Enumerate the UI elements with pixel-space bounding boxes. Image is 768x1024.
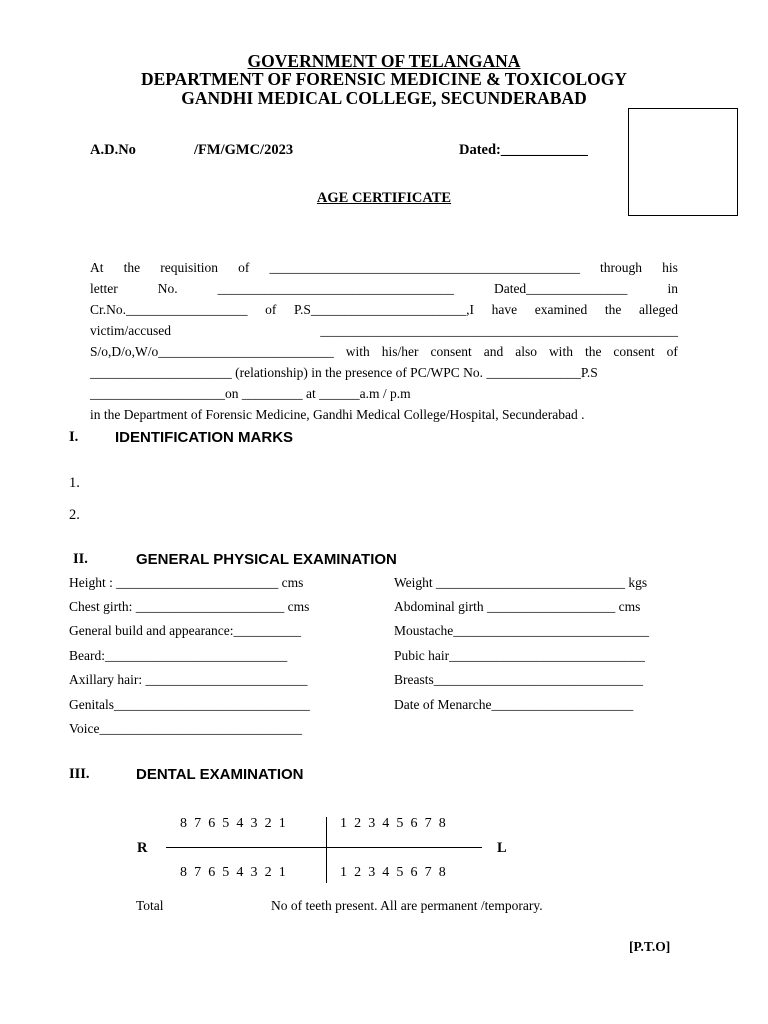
header-college: GANDHI MEDICAL COLLEGE, SECUNDERABAD — [181, 88, 587, 108]
identification-mark-2: 2. — [69, 507, 80, 523]
section-i-heading: IDENTIFICATION MARKS — [115, 429, 294, 446]
dental-right-label: R — [137, 840, 148, 856]
lower-left-teeth: 1 2 3 4 5 6 7 8 — [340, 865, 448, 880]
section-ii-number: II. — [73, 551, 88, 567]
dental-vertical-divider — [326, 817, 327, 883]
general-build-field: General build and appearance:__________ — [69, 623, 302, 638]
chest-girth-field: Chest girth: ______________________ cms — [69, 599, 310, 614]
abdominal-girth-field: Abdominal girth ___________________ cms — [394, 599, 641, 614]
voice-field: Voice______________________________ — [69, 721, 302, 736]
requisition-line-6: _____________________ (relationship) in the presence of PC/WPC No. ______________P.S — [90, 365, 598, 380]
axillary-hair-field: Axillary hair: ________________________ — [69, 672, 308, 687]
height-field: Height : ________________________ cms — [69, 575, 304, 590]
beard-field: Beard:___________________________ — [69, 648, 288, 663]
header-government: GOVERNMENT OF TELANGANA — [247, 51, 521, 71]
requisition-line-5: S/o,D/o,W/o__________________________ with his/her consent and also with the consent of — [90, 344, 678, 359]
ad-no-suffix: /FM/GMC/2023 — [194, 142, 294, 158]
identification-mark-1: 1. — [69, 475, 80, 491]
weight-field: Weight ____________________________ kgs — [394, 575, 648, 590]
pubic-hair-field: Pubic hair_____________________________ — [394, 648, 645, 663]
requisition-line-7: ____________________on _________ at ______a.m / p.m — [90, 386, 411, 401]
requisition-line-1: At the requisition of ______________________________________________ through his — [90, 260, 678, 275]
requisition-line-3: Cr.No.__________________ of P.S_______________________,I have examined the alleged — [90, 302, 678, 317]
section-ii-heading: GENERAL PHYSICAL EXAMINATION — [136, 551, 397, 568]
ad-no-label: A.D.No — [90, 142, 136, 158]
certificate-title: AGE CERTIFICATE — [316, 190, 452, 206]
requisition-line-8: in the Department of Forensic Medicine, Gandhi Medical College/Hospital, Secunderabad . — [90, 407, 585, 422]
upper-left-teeth: 1 2 3 4 5 6 7 8 — [340, 816, 448, 831]
requisition-line-4: victim/accused _____________________________________________________ — [90, 323, 678, 338]
dated-label: Dated:____________ — [459, 142, 588, 158]
menarche-field: Date of Menarche_____________________ — [394, 697, 634, 712]
teeth-present-text: No of teeth present. All are permanent /temporary. — [271, 898, 543, 913]
pto-label: [P.T.O] — [629, 939, 671, 954]
breasts-field: Breasts_______________________________ — [394, 672, 643, 687]
section-iii-heading: DENTAL EXAMINATION — [136, 766, 304, 783]
dental-horizontal-divider — [166, 847, 482, 848]
section-i-number: I. — [69, 429, 79, 445]
moustache-field: Moustache_____________________________ — [394, 623, 649, 638]
lower-right-teeth: 8 7 6 5 4 3 2 1 — [180, 865, 288, 880]
genitals-field: Genitals_____________________________ — [69, 697, 310, 712]
total-label: Total — [136, 898, 164, 913]
header-department: DEPARTMENT OF FORENSIC MEDICINE & TOXICOLOGY — [140, 69, 628, 89]
section-iii-number: III. — [69, 766, 90, 782]
requisition-line-2: letter No. ___________________________________ Dated_______________ in — [90, 281, 678, 296]
dental-left-label: L — [497, 840, 507, 856]
upper-right-teeth: 8 7 6 5 4 3 2 1 — [180, 816, 288, 831]
